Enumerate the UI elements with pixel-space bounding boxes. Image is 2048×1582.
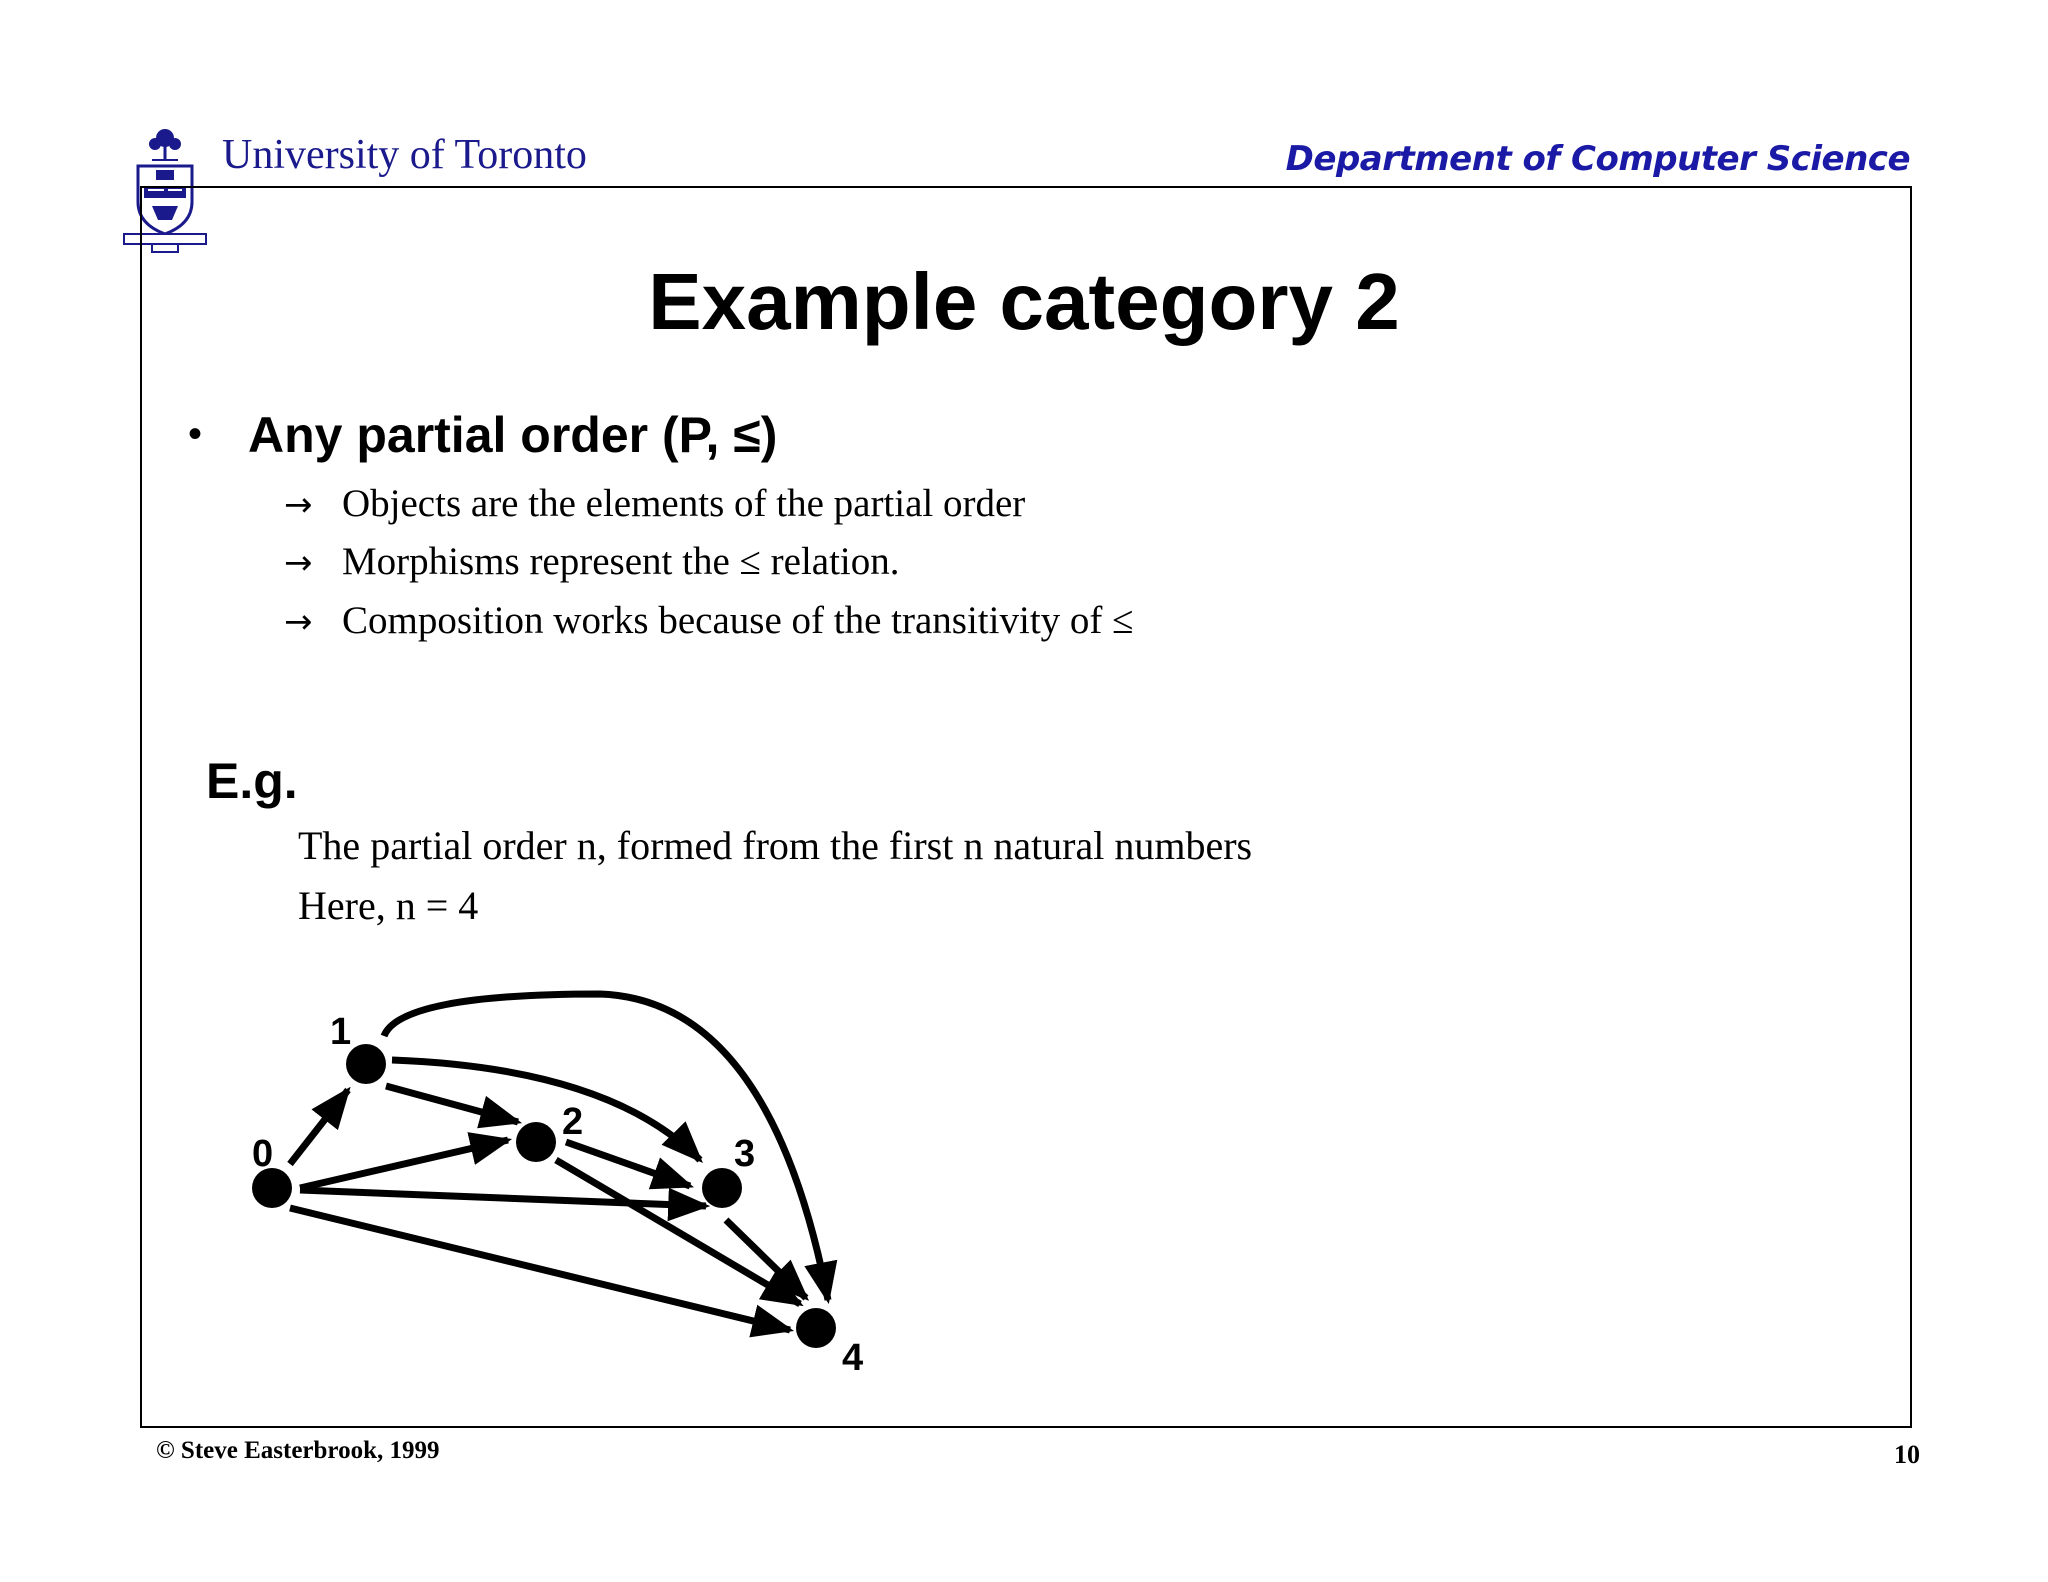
edge-0-4 — [290, 1208, 790, 1330]
copyright-notice: © Steve Easterbrook, 1999 — [156, 1437, 440, 1464]
slide-title: Example category 2 — [648, 257, 1400, 346]
edge-0-3 — [300, 1190, 706, 1206]
node-1 — [346, 1044, 386, 1084]
node-label-2: 2 — [562, 1101, 584, 1143]
main-bullet: Any partial order (P, ≤) — [248, 407, 778, 463]
node-4 — [796, 1308, 836, 1348]
edge-0-1 — [290, 1090, 348, 1164]
edge-1-2 — [386, 1086, 518, 1122]
node-label-1: 1 — [330, 1011, 352, 1053]
subpoint: → Objects are the elements of the partial order — [284, 482, 1026, 525]
edge-0-2 — [300, 1140, 508, 1188]
arrow-right-icon: → — [284, 543, 313, 583]
node-label-0: 0 — [252, 1133, 274, 1175]
arrow-right-icon: → — [284, 485, 313, 525]
example-label: E.g. — [206, 753, 298, 809]
arrow-right-icon: → — [284, 602, 313, 642]
page-number: 10 — [1894, 1440, 1920, 1469]
example-line: Here, n = 4 — [298, 883, 479, 928]
node-2 — [516, 1122, 556, 1162]
university-name: University of Toronto — [222, 132, 587, 178]
bullet-marker: • — [188, 412, 203, 456]
example-line: The partial order n, formed from the first n natural numbers — [298, 823, 1253, 868]
subpoint: → Composition works because of the transitivity of ≤ — [284, 599, 1134, 642]
subpoint: → Morphisms represent the ≤ relation. — [284, 540, 900, 583]
node-label-3: 3 — [734, 1133, 756, 1175]
department-name: Department of Computer Science — [1285, 139, 1910, 179]
node-label-4: 4 — [842, 1337, 864, 1379]
